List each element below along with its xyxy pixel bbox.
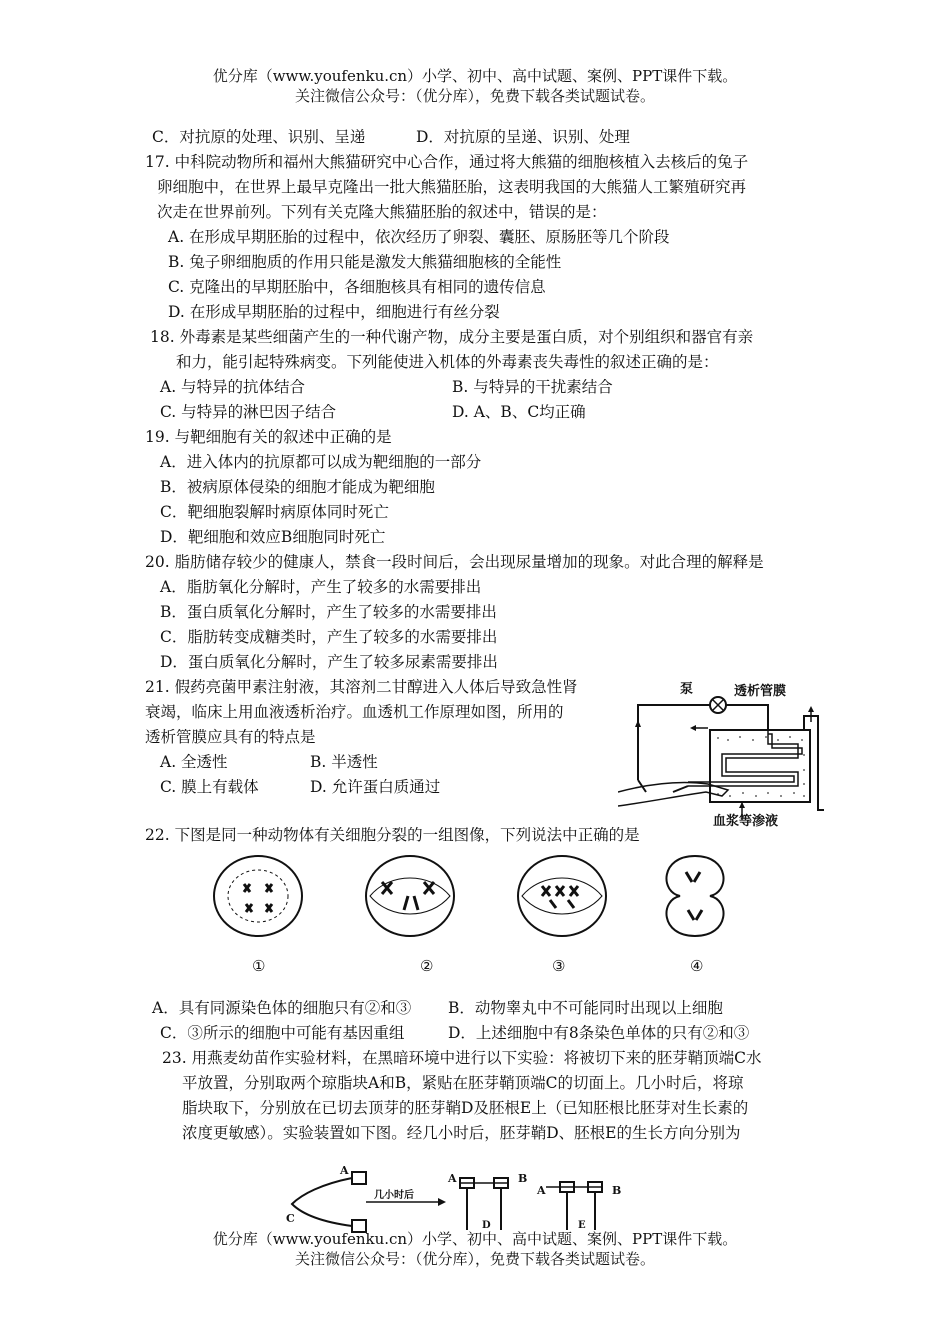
q18-option-b: B. 与特异的干扰素结合 [452,378,613,396]
q21-option-b: B. 半透性 [310,753,378,771]
q22-option-c: C．③所示的细胞中可能有基因重组 [160,1024,405,1042]
q16-option-c: C．对抗原的处理、识别、呈递 [152,128,366,146]
cell-label-3: ③ [552,957,566,975]
q17-option-c: C. 克隆出的早期胚胎中，各细胞核具有相同的遗传信息 [168,278,546,296]
q23-stem-3: 脂块取下，分别放在已切去顶芽的胚芽鞘D及胚根E上（已知胚根比胚芽对生长素的 [182,1099,749,1117]
q21-option-a: A. 全透性 [160,753,228,771]
pump-label: 泵 [680,682,694,697]
fluid-label: 血浆等渗液 [713,814,779,829]
cell-label-4: ④ [690,957,704,975]
footer-line-1: 优分库（www.youfenku.cn）小学、初中、高中试题、案例、PPT课件下载。 [212,1230,738,1248]
footer-line-2: 关注微信公众号：（优分库），免费下载各类试题试卷。 [294,1250,655,1268]
dialysis-machine-figure [618,680,830,828]
header-line-2: 关注微信公众号：（优分库），免费下载各类试题试卷。 [294,87,655,105]
label-a-second: A [537,1184,546,1197]
cell-2 [366,856,454,936]
label-e: E [578,1220,586,1231]
q23-stem-2: 平放置，分别取两个琼脂块A和B，紧贴在胚芽鞘顶端C的切面上。几小时后，将琼 [182,1074,744,1092]
cell-label-1: ① [252,957,266,975]
q22-option-d: D．上述细胞中有8条染色单体的只有②和③ [448,1024,750,1042]
q22-stem: 22. 下图是同一种动物体有关细胞分裂的一组图像，下列说法中正确的是 [145,826,640,844]
cell-3 [518,856,606,936]
q19-option-a: A．进入体内的抗原都可以成为靶细胞的一部分 [160,453,482,471]
q19-option-b: B．被病原体侵染的细胞才能成为靶细胞 [160,478,435,496]
q18-option-a: A. 与特异的抗体结合 [160,378,306,396]
label-a-right: A [448,1172,457,1185]
coleoptile-experiment-figure [282,1164,642,1234]
membrane-label: 透析管膜 [734,684,787,699]
q17-option-d: D. 在形成早期胚胎的过程中，细胞进行有丝分裂 [168,303,500,321]
label-b-right: B [518,1172,528,1185]
q21-option-c: C. 膜上有载体 [160,778,259,796]
q17-stem-1: 17. 中科院动物所和福州大熊猫研究中心合作，通过将大熊猫的细胞核植入去核后的兔子 [145,153,749,171]
label-b-second: B [612,1184,622,1197]
q17-option-b: B. 兔子卵细胞质的作用只能是激发大熊猫细胞核的全能性 [168,253,562,271]
q21-stem-1: 21. 假药亮菌甲素注射液，其溶剂二甘醇进入人体后导致急性肾 [145,678,578,696]
q23-stem-4: 浓度更敏感）。实验装置如下图。经几小时后，胚芽鞘D、胚根E的生长方向分别为 [182,1124,741,1142]
q18-option-c: C. 与特异的淋巴因子结合 [160,403,337,421]
label-a-left: A [340,1164,349,1177]
q19-stem: 19. 与靶细胞有关的叙述中正确的是 [145,428,392,446]
q18-stem-2: 和力，能引起特殊病变。下列能使进入机体的外毒素丧失毒性的叙述正确的是： [176,353,719,371]
q21-option-d: D. 允许蛋白质通过 [310,778,441,796]
q20-option-b: B．蛋白质氧化分解时，产生了较多的水需要排出 [160,603,497,621]
q18-option-d: D. A、B、C均正确 [452,403,586,421]
cell-4 [666,856,723,936]
q17-stem-2: 卵细胞中，在世界上最早克隆出一批大熊猫胚胎，这表明我国的大熊猫人工繁殖研究再 [157,178,747,196]
label-d: D [482,1220,491,1231]
q20-stem: 20. 脂肪储存较少的健康人，禁食一段时间后，会出现尿量增加的现象。对此合理的解释是 [145,553,764,571]
label-c: C [286,1212,295,1225]
q22-option-a: A．具有同源染色体的细胞只有②和③ [152,999,412,1017]
label-after-hours: 几小时后 [374,1190,414,1201]
q21-stem-3: 透析管膜应具有的特点是 [145,728,316,746]
q17-option-a: A. 在形成早期胚胎的过程中，依次经历了卵裂、囊胚、原肠胚等几个阶段 [168,228,670,246]
q16-option-d: D．对抗原的呈递、识别、处理 [416,128,630,146]
header-line-1: 优分库（www.youfenku.cn）小学、初中、高中试题、案例、PPT课件下载。 [212,67,738,85]
q20-option-a: A．脂肪氧化分解时，产生了较多的水需要排出 [160,578,482,596]
cell-1 [214,856,302,936]
q20-option-d: D．蛋白质氧化分解时，产生了较多尿素需要排出 [160,653,498,671]
q20-option-c: C．脂肪转变成糖类时，产生了较多的水需要排出 [160,628,498,646]
q22-option-b: B．动物睾丸中不可能同时出现以上细胞 [448,999,723,1017]
q19-option-d: D．靶细胞和效应B细胞同时死亡 [160,528,386,546]
cell-division-figures [210,852,750,944]
q17-stem-3: 次走在世界前列。下列有关克隆大熊猫胚胎的叙述中，错误的是： [157,203,607,221]
q23-stem-1: 23. 用燕麦幼苗作实验材料，在黑暗环境中进行以下实验：将被切下来的胚芽鞘顶端C水 [162,1049,762,1067]
q18-stem-1: 18. 外毒素是某些细菌产生的一种代谢产物，成分主要是蛋白质，对个别组织和器官有亲 [150,328,754,346]
q21-stem-2: 衰竭，临床上用血液透析治疗。血透机工作原理如图，所用的 [145,703,564,721]
q19-option-c: C．靶细胞裂解时病原体同时死亡 [160,503,389,521]
cell-label-2: ② [420,957,434,975]
